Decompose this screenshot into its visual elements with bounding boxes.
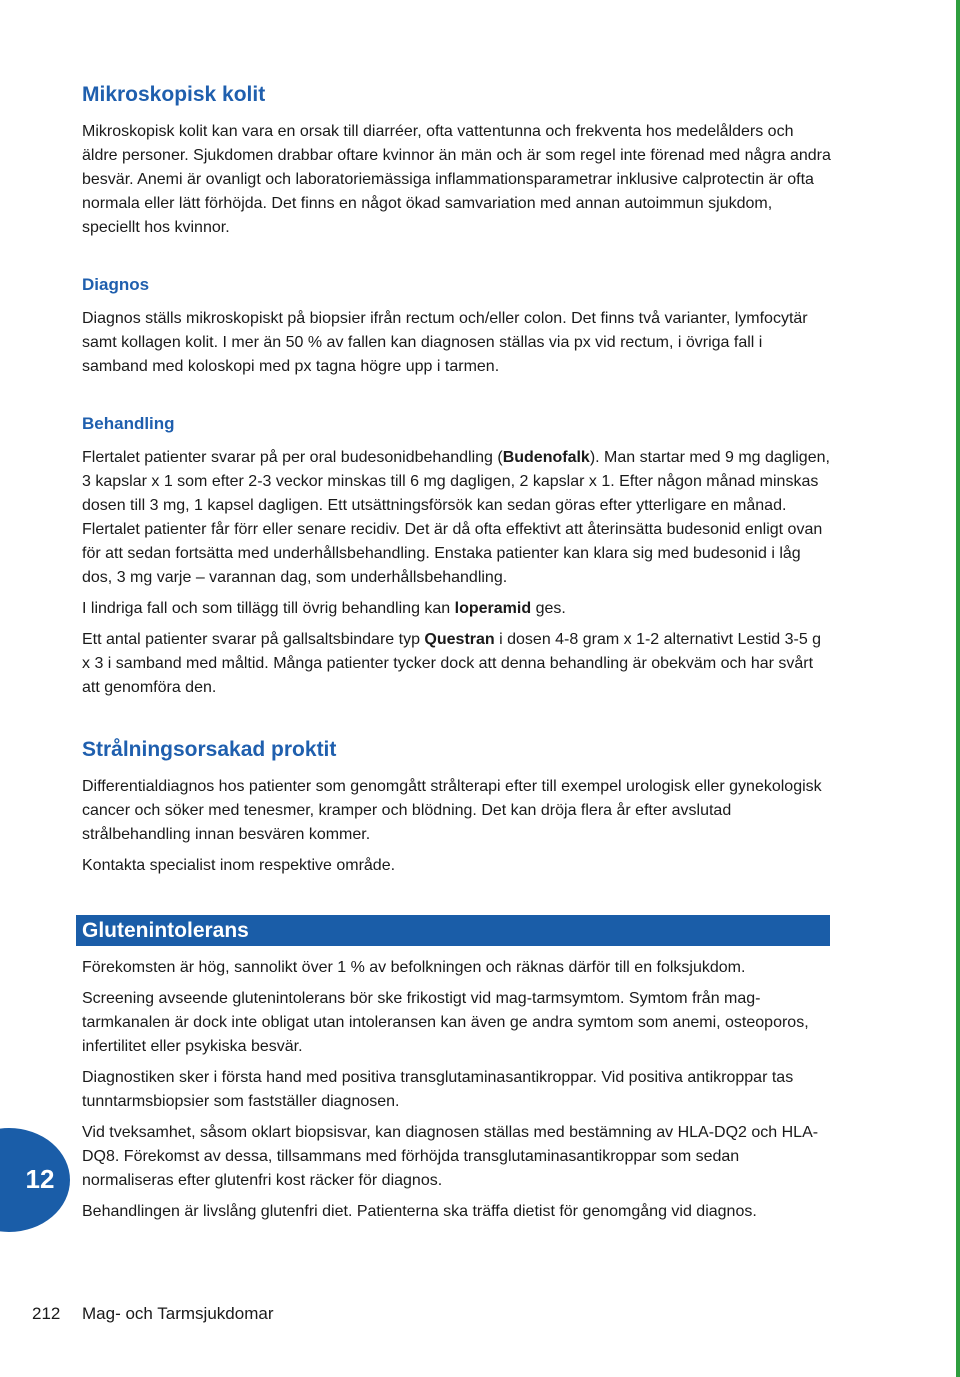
page-footer xyxy=(32,1302,273,1326)
drug-name-loperamid: loperamid xyxy=(454,600,532,617)
intro-paragraph: Mikroskopisk kolit kan vara en orsak till diarréer, ofta vattentunna och frekventa hos medelålders och äldre personer. Sjukdomen drabbar oftare kvinnor än män och är som regel inte förenad med några andra besvär. Anemi är ovanligt och laboratoriemässiga inflammationsparametrar inklusive calprotectin är ofta normala eller lätt förhöjda. Det finns en något ökad samvariation med annan autoimmun sjukdom, speciellt hos kvinnor. xyxy=(82,123,831,236)
subheading-behandling: Behandling xyxy=(82,414,175,433)
gluten-paragraph-1: Förekomsten är hög, sannolikt över 1 % av befolkningen och räknas därför till en folksjukdom. xyxy=(82,959,746,976)
page-content xyxy=(82,80,832,1231)
gluten-paragraph-5: Behandlingen är livslång glutenfri diet. Patienterna ska träffa dietist för genomgång vid diagnos. xyxy=(82,1203,757,1220)
page-edge-stripe xyxy=(956,0,960,1377)
proktit-paragraph-2: Kontakta specialist inom respektive område. xyxy=(82,857,396,874)
proktit-paragraph-1: Differentialdiagnos hos patienter som genomgått strålterapi efter till exempel urologisk eller gynekologisk cancer och söker med tenesmer, kramper och blödning. Det kan dröja flera år efter avslutad strålbehandling innan besvären kommer. xyxy=(82,778,822,843)
chapter-number: 12 xyxy=(25,1164,55,1194)
gluten-paragraph-2: Screening avseende glutenintolerans bör ske frikostigt vid mag-tarmsymtom. Symtom från mag-tarmkanalen är dock inte obligat utan intoleransen kan även ge andra symtom som anemi, osteoporos, infertilitet eller psykiska besvär. xyxy=(82,990,809,1055)
section-title-stralningsorsakad-proktit: Strålningsorsakad proktit xyxy=(82,738,337,761)
diagnos-paragraph: Diagnos ställs mikroskopiskt på biopsier ifrån rectum och/eller colon. Det finns två varianter, lymfocytär samt kollagen kolit. I mer än 50 % av fallen kan diagnosen ställas via px vid rectum, i övriga fall i samband med koloskopi med px tagna högre upp i tarmen. xyxy=(82,310,808,375)
subheading-diagnos: Diagnos xyxy=(82,275,150,294)
gluten-paragraph-4: Vid tveksamhet, såsom oklart biopsisvar, kan diagnosen ställas med bestämning av HLA-DQ2 och HLA-DQ8. Förekomst av dessa, tillsammans med förhöjda transglutaminasantikroppar som sedan normaliseras efter glutenfri kost räcker för diagnos. xyxy=(82,1124,819,1189)
section-title-mikroskopisk-kolit: Mikroskopisk kolit xyxy=(82,83,266,106)
behandling-paragraph-1: Flertalet patienter svarar på per oral budesonidbehandling (Budenofalk). Man startar med 9 mg dagligen, 3 kapslar x 1 som efter 2-3 veckor minskas till 6 mg dagligen, 2 kapslar x 1. Efter någon månad minskas dosen till 3 mg, 1 kapsel dagligen. Ett utsättningsförsök kan sedan göras efter ytterligare en månad. Flertalet patienter får förr eller senare recidiv. Det är då ofta effektivt att återinsätta budesonid enligt ovan för att sedan fortsätta med underhållsbehandling. Enstaka patienter kan klara sig med budesonid i låg dos, 3 mg varje – varannan dag, som underhållsbehandling. xyxy=(82,449,830,586)
book-title: Mag- och Tarmsjukdomar xyxy=(82,1304,274,1323)
behandling-paragraph-3: Ett antal patienter svarar på gallsaltsbindare typ Questran i dosen 4-8 gram x 1-2 alternativt Lestid 3-5 g x 3 i samband med måltid. Många patienter tycker dock att denna behandling är obekväm och har svårt att genomföra den. xyxy=(82,631,822,696)
drug-name-questran: Questran xyxy=(424,631,495,648)
section-title-glutenintolerans: Glutenintolerans xyxy=(76,915,830,946)
page-number: 212 xyxy=(32,1304,61,1323)
gluten-paragraph-3: Diagnostiken sker i första hand med positiva transglutaminasantikroppar. Vid positiva antikroppar tas tunntarmsbiopsier som fastställer diagnosen. xyxy=(82,1069,794,1110)
behandling-paragraph-2: I lindriga fall och som tillägg till övrig behandling kan loperamid ges. xyxy=(82,600,566,617)
chapter-number-badge xyxy=(0,1128,70,1232)
drug-name-budenofalk: Budenofalk xyxy=(502,449,590,466)
